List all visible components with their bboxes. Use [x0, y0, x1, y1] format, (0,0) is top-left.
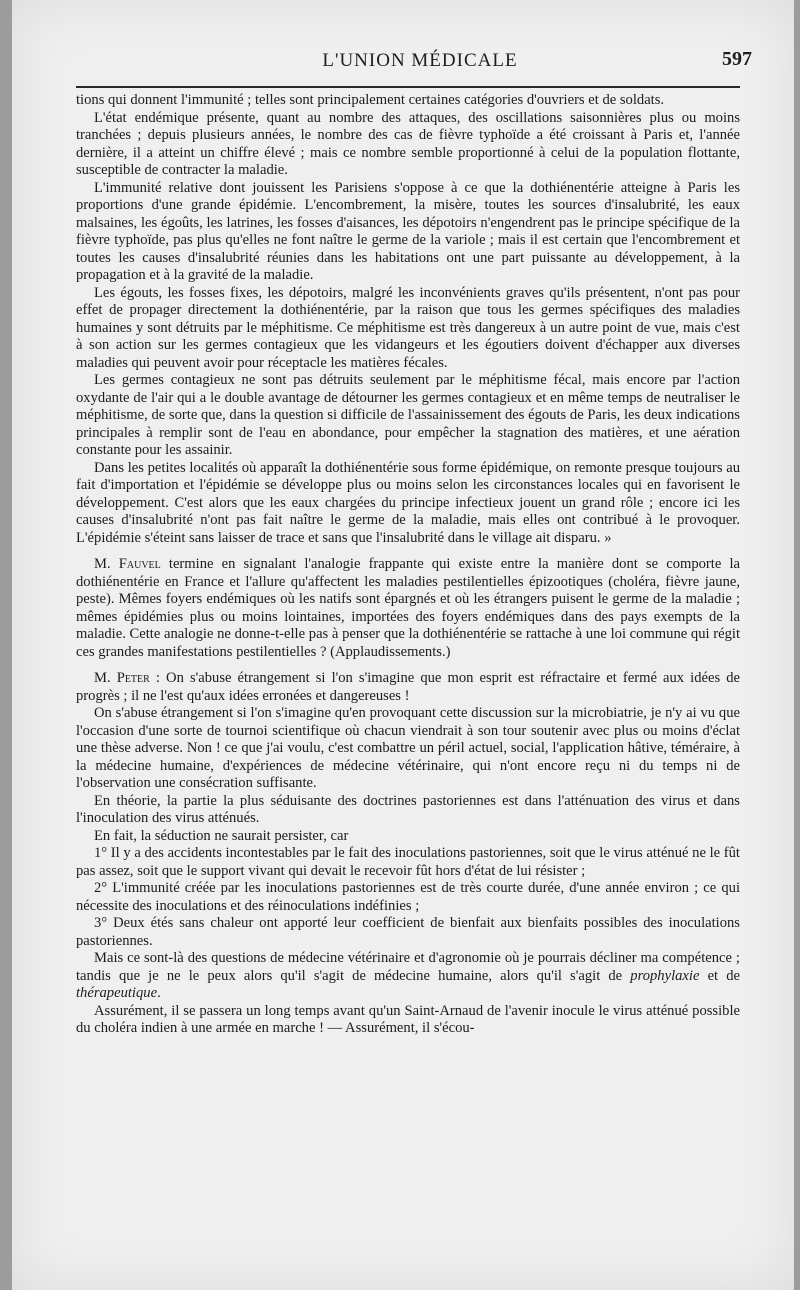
paragraph-competence — [76, 950, 740, 1003]
paragraph-text: On s'abuse étrangement si l'on s'imagine que mon esprit est réfractaire et fermé aux idées de progrès ; il ne l'est qu'aux idées erronées et dangereuses ! — [76, 670, 740, 704]
speaker-name: M. Peter : — [94, 670, 160, 686]
paragraph: L'état endémique présente, quant au nombre des attaques, des oscillations saisonnières plus ou moins tranchées ; depuis plusieurs années, le nombre des cas de fièvre typhoïde a été croissant à Paris et, l'année dernière, il a atteint un chiffre élevé ; mais ce nombre semble proportionné à celui de la population flottante, susceptible de contracter la maladie. — [76, 109, 740, 178]
paragraph-text: . — [157, 985, 161, 1001]
italic-term: thérapeutique — [76, 985, 158, 1001]
paragraph: On s'abuse étrangement si l'on s'imagine qu'en provoquant cette discussion sur la microbiatrie, je n'y ai vu que l'occasion d'une sorte de tournoi scientifique où chacun viendrait à son tour soutenir avec plus ou moins d'éclat une thèse adverse. Non ! ce que j'ai voulu, c'est combattre un péril actuel, social, l'application hâtive, téméraire, à la médecine humaine, d'expériences de médecine vétérinaire, qui n'ont encore reçu ni du temps ni de l'observation une consécration suffisante. — [76, 705, 740, 791]
paragraph-text: et de — [699, 967, 741, 984]
paragraph: 2° L'immunité créée par les inoculations pastoriennes est de très courte durée, d'une année environ ; ce qui nécessite des inoculations et des réinoculations indéfinies ; — [76, 880, 740, 914]
page-header — [88, 44, 752, 84]
paragraph: 1° Il y a des accidents incontestables par le fait des inoculations pastoriennes, soit que le virus atténué ne le fût pas assez, soit que le support vivant qui devait le recevoir fût hors d'état de lui résister ; — [76, 845, 740, 879]
paragraph: En fait, la séduction ne saurait persister, car — [94, 827, 349, 844]
paragraph: 3° Deux étés sans chaleur ont apporté leur coefficient de bienfait aux bienfaits possibles des inoculations pastoriennes. — [76, 915, 740, 949]
paragraph: Dans les petites localités où apparaît la dothiénentérie sous forme épidémique, on remonte presque toujours au fait d'importation et l'épidémie se développe plus ou moins selon les circonstances locales qui en favorisent le développement. C'est alors que les eaux chargées du principe infectieux jouent un grand rôle ; encore ici les causes d'insalubrité n'ont pas fait naître le germe de la maladie, mais elles ont contribué à le provoquer. L'épidémie s'éteint sans laisser de trace et sans que l'insalubrité dans le village ait disparu. » — [76, 459, 740, 546]
running-title: L'UNION MÉDICALE — [322, 50, 518, 71]
paragraph: L'immunité relative dont jouissent les Parisiens s'oppose à ce que la dothiénentérie atteigne à Paris les proportions d'une grande épidémie. L'encombrement, la misère, toutes les sources d'insalubrité, les eaux malsaines, les égoûts, les latrines, les fosses d'aisances, les dépotoirs n'engendrent pas le principe spécifique de la fièvre typhoïde, pas plus qu'elles ne font naître le germe de la variole ; mais il est certain que l'encombrement et toutes les causes d'insalubrité réunies dans les habitations ont une part puissante au développement, à la propagation et à la gravité de la maladie. — [76, 179, 740, 283]
page-number: 597 — [722, 48, 752, 70]
paragraph: Les égouts, les fosses fixes, les dépotoirs, malgré les inconvénients graves qu'ils présentent, n'ont pas pour effet de propager directement la dothiénentérie, par la raison que tous les germes spécifiques des maladies humaines y sont détruits par le méphitisme. Ce méphitisme est très dangereux à un autre point de vue, mais c'est à son action sur les germes contagieux que les vidangeurs et les égoutiers doivent d'échapper aux diverses maladies qui peuvent avoir pour réceptacle les matières fécales. — [76, 284, 740, 371]
paragraph: En théorie, la partie la plus séduisante des doctrines pastoriennes est dans l'atténuation des virus et dans l'inoculation des virus atténués. — [76, 792, 740, 826]
paragraph: Les germes contagieux ne sont pas détruits seulement par le méphitisme fécal, mais encore par l'action oxydante de l'air qui a le double avantage de détourner les germes contagieux et en même temps de neutraliser le méphitisme, de sorte que, dans la question si difficile de l'assainissement des égouts de Paris, les deux indications principales à remplir sont de l'eau en abondance, pour empêcher la stagnation des matières, et une aération constante pour les assainir. — [76, 372, 740, 458]
paragraph: Assurément, il se passera un long temps avant qu'un Saint-Arnaud de l'avenir inocule le virus atténué possible du choléra indien à une armée en marche ! — Assurément, il s'écou- — [76, 1002, 740, 1036]
body-text — [76, 92, 740, 1038]
paragraph-peter — [76, 670, 740, 705]
header-rule — [76, 86, 740, 88]
paragraph-text: Mais ce sont-là des questions de médecine vétérinaire et d'agronomie où je pourrais décliner ma compétence ; tandis que je ne le peux alors qu'il s'agit de médecine humaine, alors qu'il s'agit de — [76, 950, 740, 984]
paragraph: tions qui donnent l'immunité ; telles sont principalement certaines catégories d'ouvriers et de soldats. — [76, 92, 665, 108]
speaker-name: M. Fauvel — [94, 556, 161, 572]
paragraph-fauvel: M. Fauvel termine en signalant l'analogie frappante qui existe entre la manière dont se comporte la dothiénentérie en France et l'allure qu'affectent les maladies pestilentielles épizootiques (choléra, fièvre jaune, peste). Mêmes foyers endémiques où les natifs sont épargnés et où les étrangers puisent le germe de la maladie ; mêmes épidémies plus ou moins lointaines, importées des foyers endémiques dans des pays exempts de la maladie. Cette analogie ne donne-t-elle pas à penser que la dothiénentérie se rattache à une loi commune qui régit ces grandes manifestations pestilentielles ? (Applaudissements.) — [76, 556, 740, 660]
italic-term: prophylaxie — [630, 967, 700, 984]
